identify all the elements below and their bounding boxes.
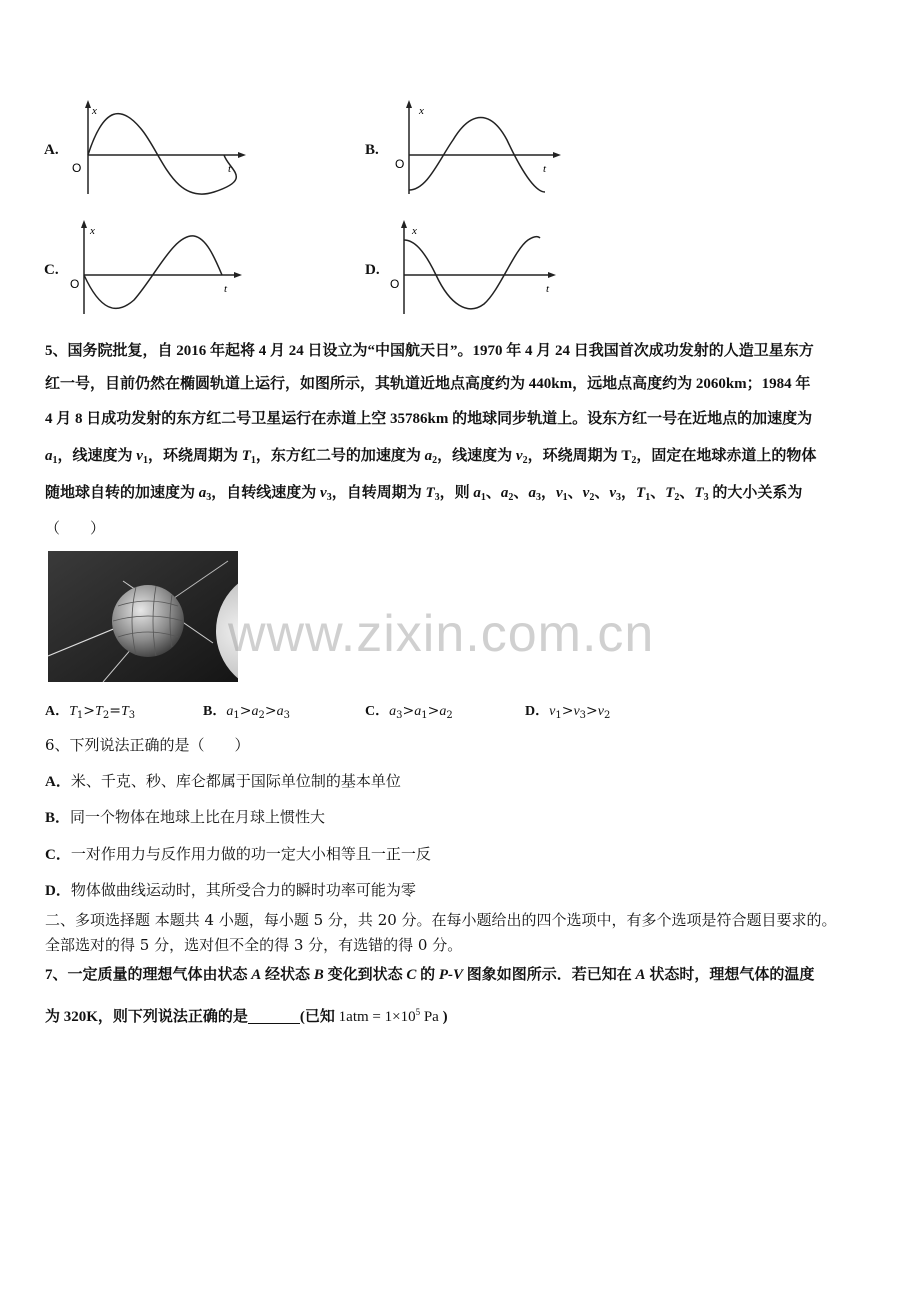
graph-d-origin: O	[390, 277, 400, 291]
q5-line-3: 4 月 8 日成功发射的东方红二号卫星运行在赤道上空 35786km 的地球同步轨道上。设东方红一号在近地点的加速度为	[45, 411, 813, 427]
graph-a-t-axis-label: t	[228, 163, 232, 175]
q5-option-c[interactable]: C．$a_3>a_1>a_2$	[365, 703, 453, 721]
graph-c-origin: O	[70, 277, 80, 291]
option-c-label: C.	[44, 262, 59, 278]
graph-b-origin: O	[395, 157, 405, 171]
graph-d-t-axis-label: t	[546, 283, 550, 295]
option-b-label: B.	[365, 142, 379, 158]
q7-line-2: 为 320K，则下列说法正确的是 (已知 $1atm = 1\times 10^5$ Pa )	[45, 1007, 448, 1025]
graph-c	[64, 220, 254, 320]
graph-c-x-axis-label: x	[90, 225, 95, 237]
q6-option-d[interactable]: D．物体做曲线运动时，其所受合力的瞬时功率可能为零	[45, 881, 416, 899]
section2-heading: 二、多项选择题 本题共 4 小题，每小题 5 分，共 20 分。在每小题给出的四个选项中，有多个选项是符合题目要求的。	[45, 911, 837, 929]
graph-b	[393, 100, 573, 200]
q5-line-1: 5、国务院批复，自 2016 年起将 4 月 24 日设立为“中国航天日”。1970 年 4 月 24 日我国首次成功发射的人造卫星东方	[45, 343, 814, 359]
q6-stem: 6、下列说法正确的是（ ）	[45, 736, 250, 754]
graph-b-x-axis-label: x	[419, 105, 424, 117]
q6-option-a[interactable]: A．米、千克、秒、库仑都属于国际单位制的基本单位	[45, 772, 401, 790]
graph-c-t-axis-label: t	[224, 283, 228, 295]
graph-b-t-axis-label: t	[543, 163, 547, 175]
q5-option-d[interactable]: D．$v_1>v_3>v_2$	[525, 703, 611, 721]
q6-option-b[interactable]: B．同一个物体在地球上比在月球上惯性大	[45, 808, 326, 826]
graph-a	[64, 100, 254, 200]
q7-line-1: 7、一定质量的理想气体由状态 A 经状态 B 变化到状态 C 的 P-V 图象如图所示．若已知在 A 状态时，理想气体的温度	[45, 967, 815, 983]
q5-line-5: 随地球自转的加速度为 $a_3$，自转线速度为 $v_3$，自转周期为 $T_3$，则 $a_1$、$a_2$、$a_3$，$v_1$、$v_2$、$v_3$，$T_1$、$T_2$、$T_3$ 的大小关系为	[45, 485, 803, 503]
q5-line-4: $a_1$，线速度为 $v_1$，环绕周期为 $T_1$，东方红二号的加速度为 $a_2$，线速度为 $v_2$，环绕周期为 $T_2$，固定在地球赤道上的物体	[45, 448, 817, 466]
graph-d	[390, 220, 570, 320]
q6-option-c[interactable]: C．一对作用力与反作用力做的功一定大小相等且一正一反	[45, 845, 431, 863]
graph-d-x-axis-label: x	[412, 225, 417, 237]
watermark: www.zixin.com.cn	[228, 605, 655, 663]
graph-a-origin: O	[72, 161, 82, 175]
q5-line-2: 红一号，目前仍然在椭圆轨道上运行，如图所示，其轨道近地点高度约为 440km，远地点高度约为 2060km；1984 年	[45, 376, 811, 392]
q7-answer-blank[interactable]	[248, 1007, 300, 1024]
option-d-label: D.	[365, 262, 380, 278]
q5-option-a[interactable]: A．$T_1>T_2=T_3$	[45, 703, 136, 721]
satellite-image	[48, 551, 238, 682]
q5-paren: （ ）	[45, 519, 106, 537]
option-a-label: A.	[44, 142, 59, 158]
q5-option-b[interactable]: B．$a_1>a_2>a_3$	[203, 703, 290, 721]
graph-a-x-axis-label: x	[92, 105, 97, 117]
section2-instructions: 全部选对的得 5 分，选对但不全的得 3 分，有选错的得 0 分。	[45, 936, 463, 954]
